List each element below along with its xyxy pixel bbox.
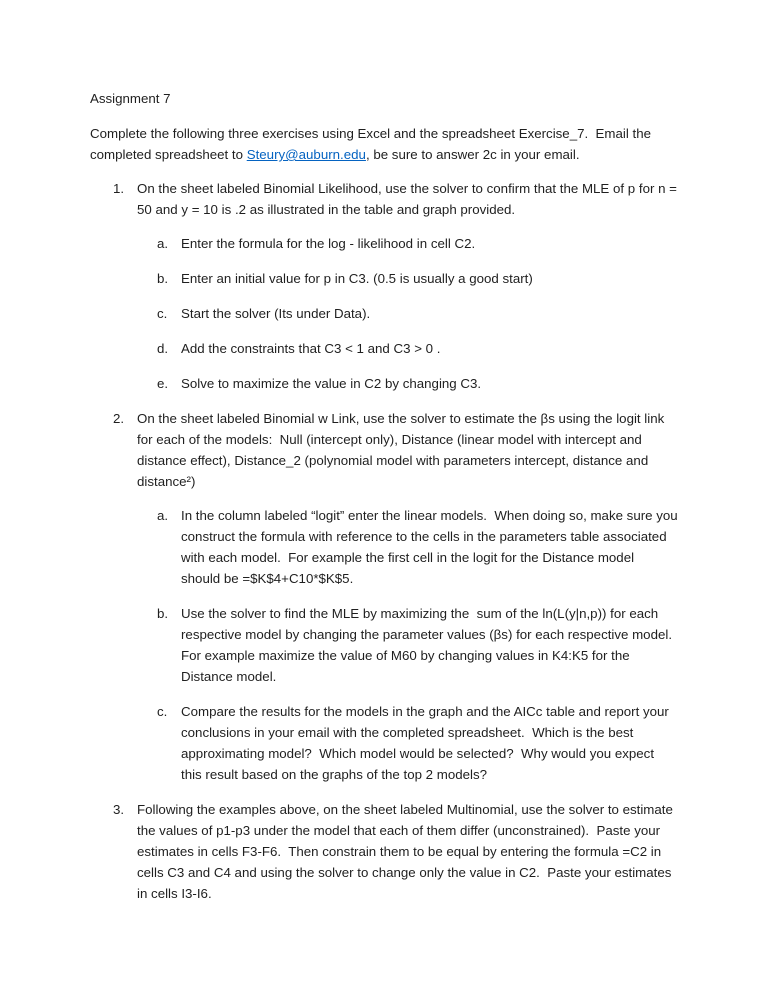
subitem-text: Compare the results for the models in the graph and the AICc table and report your conclusions in your email with the completed spreadsheet. Which is the best approximating model? Which model would be selected? Why would you expect this result based on the graphs of the top 2 models? [181,704,673,782]
item-text: On the sheet labeled Binomial w Link, use the solver to estimate the βs using the logit link for each of the models: Null (intercept only), Distance (linear model with intercept and distance effect), Distance_2 (polynomial model with parameters intercept, distance and distance²) [137,411,668,489]
intro-paragraph [90,123,678,165]
list-item-1 [113,178,681,220]
item-text: On the sheet labeled Binomial Likelihood, use the solver to confirm that the MLE of p for n = 50 and y = 10 is .2 as illustrated in the table and graph provided. [137,181,681,217]
subitem-text: Solve to maximize the value in C2 by changing C3. [181,376,482,391]
subitem-letter: c. [157,306,168,321]
subitem-letter: b. [157,606,169,621]
intro-text-before: Complete the following three exercises using Excel and the spreadsheet Exercise_7. Email the completed spreadsheet to [90,126,655,162]
sub-list-item-1b [157,268,678,289]
subitem-text: Add the constraints that C3 < 1 and C3 > 0 . [181,341,441,356]
list-item-3 [113,799,678,904]
item-text: Following the examples above, on the sheet labeled Multinomial, use the solver to estimate the values of p1-p3 under the model that each of them differ (unconstrained). Paste your estimates in cells F3-F6. Then constrain them to be equal by entering the formula =C2 in cells C3 and C4 and using the solver to change only the value in C2. Paste your estimates in cells I3-I6. [137,802,677,901]
subitem-letter: b. [157,271,169,286]
subitem-letter: a. [157,508,169,523]
sub-list-item-1d [157,338,678,359]
document-title: Assignment 7 [90,91,171,106]
item-number: 1. [113,181,125,196]
item-number: 3. [113,802,125,817]
sub-list-item-2a [157,505,682,589]
subitem-letter: d. [157,341,169,356]
sub-list-item-2c [157,701,678,785]
subitem-text: Start the solver (Its under Data). [181,306,371,321]
subitem-letter: c. [157,704,168,719]
subitem-letter: a. [157,236,169,251]
subitem-text: Enter an initial value for p in C3. (0.5 is usually a good start) [181,271,533,286]
list-item-2 [113,408,678,492]
subitem-text: In the column labeled “logit” enter the linear models. When doing so, make sure you construct the formula with reference to the cells in the parameters table associated with each model. For example the first cell in the logit for the Distance model should be =$K$4+C10*$K$5. [181,508,682,586]
sub-list-item-1e [157,373,678,394]
sub-list-item-1c [157,303,678,324]
item-number: 2. [113,411,125,426]
sub-list-item-2b [157,603,678,687]
subitem-letter: e. [157,376,169,391]
intro-text-after: , be sure to answer 2c in your email. [365,147,580,162]
email-link[interactable]: Steury@auburn.edu [246,147,366,162]
subitem-text: Use the solver to find the MLE by maximizing the sum of the ln(L(y|n,p)) for each respective model by changing the parameter values (βs) for each respective model. For example maximize the value of M60 by changing values in K4:K5 for the Distance model. [181,606,680,684]
subitem-text: Enter the formula for the log - likelihood in cell C2. [181,236,476,251]
sub-list-item-1a [157,233,678,254]
